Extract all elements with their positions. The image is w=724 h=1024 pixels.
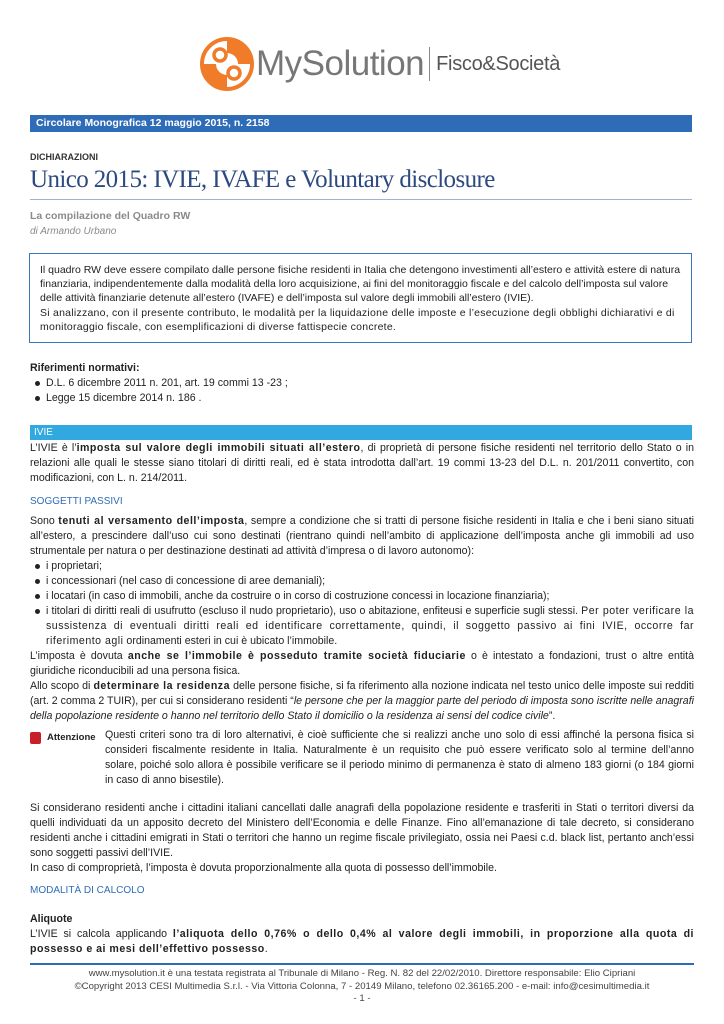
residenza-post: ”. (548, 710, 556, 722)
abstract-paragraph-1: Il quadro RW deve essere compilato dalle persone fisiche residenti in Italia che detengono investimenti all’estero e attività estere di natura finanziaria, indipendentemente dalla modalità della loro acquisizione, ai fini del monitoraggio fiscale e del calcolo dell’imposta sul valore delle attività finanziarie detenute all’estero (IVAFE) e dell’imposta sul valore degli immobili all’estero (IVIE). (40, 264, 681, 305)
soggetti-section (30, 514, 694, 724)
item4-text-b: Per poter verificare la sussistenza di eventuali diritti reali ed identificare correttamente, quindi, il soggetto passivo ai fini IVIE, occorre far riferimento agli (46, 605, 694, 647)
brand-name: MySolution (256, 44, 425, 83)
ivie-text-bold: imposta sul valore degli immobili situati all’estero (76, 442, 361, 454)
ivie-section-bar: IVIE (30, 425, 692, 440)
list-item (30, 604, 694, 649)
attention-icon (30, 732, 41, 744)
attention-text: Questi criteri sono tra di loro alternativi, è cioè sufficiente che si realizzi anche uno solo di essi affinché la persona fisica si consideri fiscalmente residente in Italia. Naturalmente è un requisito che può essere verificato solo al termine dell’anno solare, poiché solo allora è possibile verificare se il periodo minimo di permanenza è stato di almeno 183 giorni (o 184 giorni in caso di anno bisestile). (105, 729, 694, 786)
brand-logo (200, 36, 560, 92)
section-tag: DICHIARAZIONI (30, 152, 98, 162)
abstract-paragraph-2: Si analizzano, con il presente contributo, le modalità per la liquidazione delle imposte e l’esecuzione degli obblighi dichiarativi e di monitoraggio fiscale, con esemplificazioni di diverse fattispecie concrete. (40, 306, 675, 333)
logo-mark-icon (200, 37, 254, 91)
soggetti-list (30, 559, 694, 649)
aliquote-bold: l’aliquota dello 0,76% o dello 0,4% al valore degli immobili, in proporzione alla quota di possesso e ai mesi dell’effettivo possesso (30, 928, 695, 955)
logo-divider (429, 47, 430, 81)
residenza-paragraph (30, 679, 694, 724)
list-item: Legge 15 dicembre 2014 n. 186 . (30, 391, 694, 406)
residenza-bold: determinare la residenza (93, 680, 230, 692)
fiduciarie-post: o è intestato a fondazioni, trust o altre entità giuridiche riconducibili ad una persona fisica. (30, 650, 694, 677)
item4-text-c: ordinamenti esteri in cui è ubicato l’immobile. (123, 635, 338, 647)
residenza-mid: delle persone fisiche, si fa riferimento alla nozione indicata nel testo unico delle imposte sui redditi (art. 2 comma 2 TUIR), per cui si considerano residenti “ (30, 680, 694, 707)
footer-line-2: ©Copyright 2013 CESI Multimedia S.r.l. - Via Vittoria Colonna, 7 - 20149 Milano, telefono 02.36165.200 - e-mail: info@cesimultimedia.it (74, 980, 650, 992)
page-title: Unico 2015: IVIE, IVAFE e Voluntary disclosure (30, 166, 495, 193)
circolare-bar: Circolare Monografica 12 maggio 2015, n. 2158 (30, 115, 692, 132)
aliquote-pre: L’IVIE si calcola applicando (30, 928, 173, 940)
residenti-paragraph-1: Si considerano residenti anche i cittadini italiani cancellati dalle anagrafi della popolazione residente e trasferiti in Stati o territori diversi da quelli individuati da un apposito decreto del Ministero dell’Economia e delle Finanze. Fino all’emanazione di tale decreto, si considerano residenti anche i cittadini emigrati in Stati o territori che hanno un regime fiscale privilegiato, ossia nei Paesi c.d. black list, pertanto anch’essi sono soggetti passivi dell’IVIE. (30, 802, 694, 859)
attention-label (30, 730, 96, 745)
title-divider (30, 199, 692, 200)
soggetti-heading: SOGGETTI PASSIVI (30, 496, 123, 507)
item4-text-a: i titolari di diritti reali di usufrutto (escluso il nudo proprietario), uso o abitazione, enfiteusi e superficie sugli stessi. (46, 605, 582, 617)
ivie-paragraph (30, 441, 694, 486)
residenti-section (30, 801, 694, 876)
ivie-text-post: , di proprietà di persone fisiche residenti nel territorio dello Stato o in relazioni alle quali le stesse siano titolari di diritti reali, ed è stata introdotta dall’art. 19 commi 13-23 del D.L. n. 201/2011 convertito, con modificazioni, con L. n. 214/2011. (30, 442, 694, 484)
fiduciarie-paragraph (30, 649, 694, 679)
soggetti-intro-pre: Sono (30, 515, 59, 527)
residenti-paragraph-2: In caso di comproprietà, l’imposta è dovuta proporzionalmente alla quota di possesso dell’immobile. (30, 862, 497, 874)
residenza-quote: le persone che per la maggior parte del periodo di imposta sono iscritte nelle anagrafi della popolazione residente o hanno nel territorio dello Stato il domicilio o la residenza ai sensi del codice civile (30, 695, 694, 722)
fiduciarie-pre: L’imposta è dovuta (30, 650, 128, 662)
soggetti-intro-bold: tenuti al versamento dell’imposta (58, 515, 245, 527)
modalita-section (30, 912, 694, 957)
list-item: i locatari (in caso di immobili, anche da costruire o in corso di costruzione concessi in locazione finanziaria); (30, 589, 694, 604)
soggetti-intro-post: , sempre a condizione che si tratti di persone fisiche residenti in Italia e che i beni siano situati all’estero, a prescindere dall’uso cui sono destinati (rientrano quindi nell’ambito di applicazione dell’imposta anche gli immobili ad uso strumentale per natura o per destinazione destinati ad attività d’impresa o di lavoro autonomo): (30, 515, 695, 557)
footer-line-1: www.mysolution.it è una testata registrata al Tribunale di Milano - Reg. N. 82 del 22/02/2010. Direttore responsabile: Elio Cipriani (88, 968, 636, 979)
aliquote-paragraph (30, 927, 694, 957)
subtitle: La compilazione del Quadro RW (30, 210, 191, 222)
page-number: - 1 - (353, 993, 371, 1004)
riferimenti-section (30, 361, 694, 406)
aliquote-subheading: Aliquote (30, 913, 73, 925)
riferimenti-title: Riferimenti normativi: (30, 362, 140, 374)
soggetti-intro (30, 514, 694, 559)
footer-divider (30, 963, 694, 965)
list-item: D.L. 6 dicembre 2011 n. 201, art. 19 commi 13 -23 ; (30, 376, 694, 391)
fiduciarie-bold: anche se l’immobile è posseduto tramite società fiduciarie (127, 650, 466, 662)
attention-label-text: Attenzione (47, 732, 96, 743)
footer (30, 968, 694, 1006)
brand-sub: Fisco&Società (436, 52, 561, 75)
riferimenti-list (30, 376, 694, 406)
list-item: i proprietari; (30, 559, 694, 574)
residenza-pre: Allo scopo di (30, 680, 94, 692)
abstract-box (29, 253, 692, 343)
modalita-heading: MODALITÀ DI CALCOLO (30, 885, 145, 896)
aliquote-post: . (264, 943, 268, 955)
ivie-text-pre: L’IVIE è l’ (30, 442, 77, 454)
list-item: i concessionari (nel caso di concessione di aree demaniali); (30, 574, 694, 589)
author: di Armando Urbano (30, 226, 117, 237)
